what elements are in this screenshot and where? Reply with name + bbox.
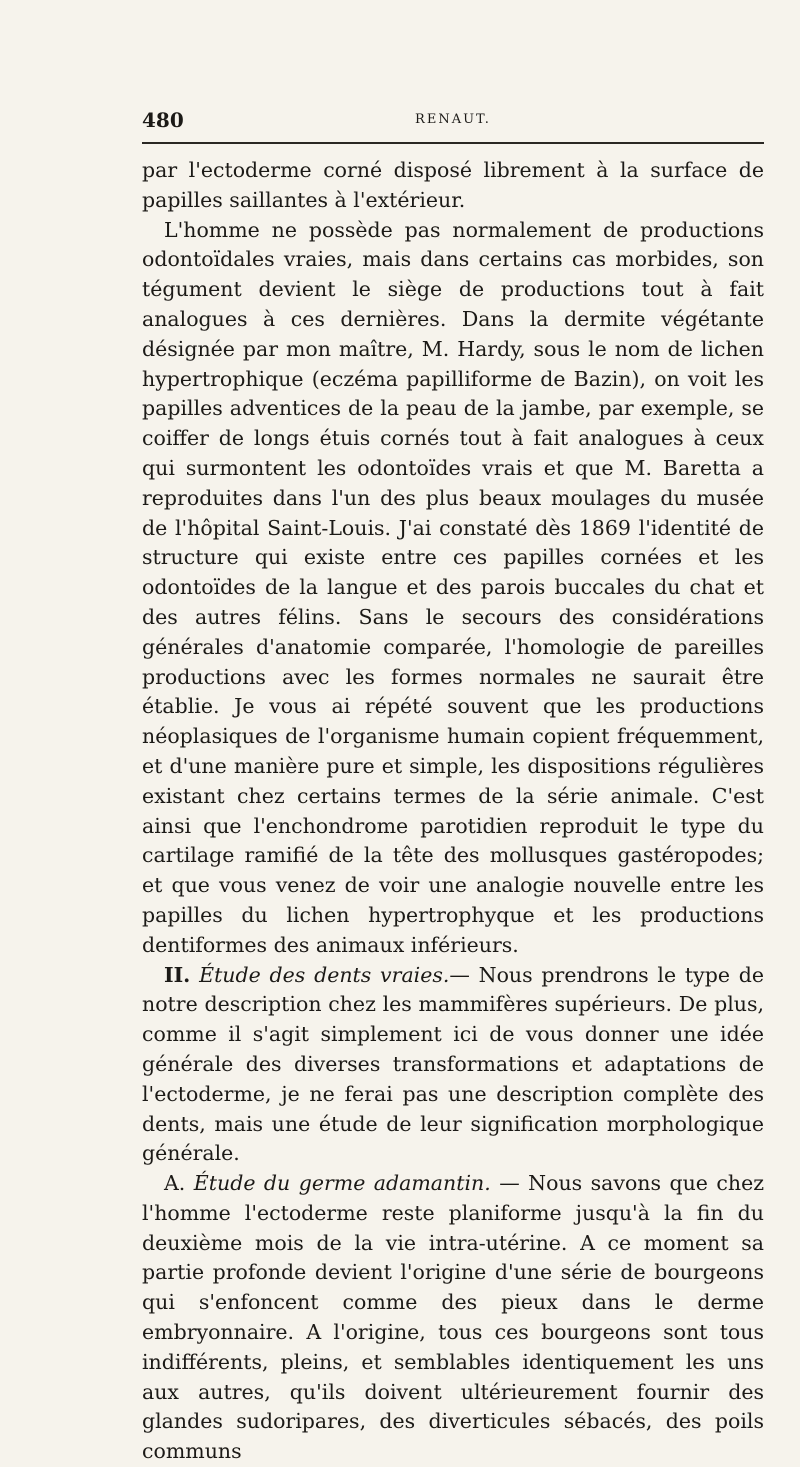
subsection-text: — Nous savons que chez l'homme l'ectoderme reste planiforme jusqu'à la fin du deuxième mois de la vie intra-utérine. A ce moment sa partie profonde devient l'origine d'une série de bourgeons qui s'enfoncent comme des pieux dans le derme embryonnaire. A l'origine, tous ces bourgeons sont tous indifférents, pleins, et semblables identiquement les uns aux autres, qu'ils doivent ultérieurement fournir des glandes sudoripares, des diverticules sébacés, des poils communs (142, 1171, 764, 1464)
body-text (142, 156, 764, 1467)
section-heading: Étude des dents vraies. (199, 962, 450, 987)
paragraph-section-a (142, 1169, 764, 1467)
page-number: 480 (142, 108, 184, 132)
section-numeral: II. (164, 962, 191, 987)
section-text: — Nous prendrons le type de notre description chez les mammifères supérieurs. De plus, comme il s'agit simplement ici de vous donner une idée générale des diverses transformations et adaptations de l'ectoderme, je ne ferai pas une description complète des dents, mais une étude de leur signification morphologique générale. (142, 962, 764, 1166)
paragraph-section-ii (142, 961, 764, 1170)
paragraph-lichen: L'homme ne possède pas normalement de productions odontoïdales vraies, mais dans certains cas morbides, son tégument devient le siège de productions tout à fait analogues à ces dernières. Dans la dermite végétante désignée par mon maître, M. Hardy, sous le nom de lichen hypertrophique (eczéma papilliforme de Bazin), on voit les papilles adventices de la peau de la jambe, par exemple, se coiffer de longs étuis cornés tout à fait analogues à ceux qui surmontent les odontoïdes vrais et que M. Baretta a reproduites dans l'un des plus beaux moulages du musée de l'hôpital Saint-Louis. J'ai constaté dès 1869 l'identité de structure qui existe entre ces papilles cornées et les odontoïdes de la langue et des parois buccales du chat et des autres félins. Sans le secours des considérations générales d'anatomie comparée, l'homologie de pareilles productions avec les formes normales ne saurait être établie. Je vous ai répété souvent que les productions néoplasiques de l'organisme humain copient fréquemment, et d'une manière pure et simple, les dispositions régulières existant chez certains termes de la série animale. C'est ainsi que l'enchondrome parotidien reproduit le type du cartilage ramifié de la tête des mollusques gastéropodes; et que vous venez de voir une analogie nouvelle entre les papilles du lichen hypertrophyque et les productions dentiformes des animaux inférieurs. (142, 217, 764, 957)
page-header (142, 108, 764, 132)
running-head: RENAUT. (415, 112, 491, 127)
header-rule (142, 142, 764, 144)
subsection-heading: Étude du germe adamantin. (193, 1171, 491, 1196)
subsection-numeral: A. (164, 1171, 186, 1196)
paragraph-continuation: par l'ectoderme corné disposé librement à la surface de papilles saillantes à l'extérieur. (142, 158, 764, 212)
